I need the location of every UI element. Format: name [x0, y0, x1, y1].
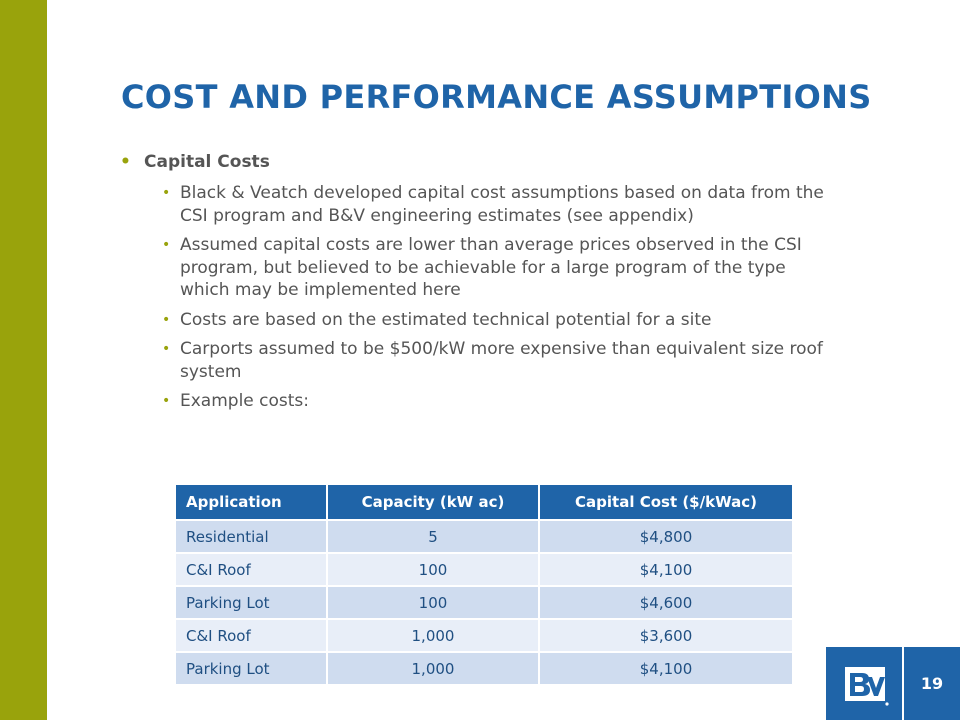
left-accent-bar: [0, 0, 47, 720]
sub-bullet: [144, 338, 838, 383]
bullet-marker-icon: •: [162, 393, 171, 409]
sub-bullet-text: Carports assumed to be $500/kW more expensive than equivalent size roof system: [180, 339, 823, 382]
cell-capacity: 5: [327, 520, 539, 553]
cell-application: Parking Lot: [175, 586, 327, 619]
bullet-marker-icon: •: [162, 311, 171, 328]
page-number: 19: [920, 674, 944, 693]
cell-capacity: 1,000: [327, 652, 539, 685]
column-header-capacity: Capacity (kW ac): [327, 484, 539, 520]
cell-capacity: 1,000: [327, 619, 539, 652]
table-row: [175, 586, 793, 619]
table-header-row: [175, 484, 793, 520]
company-logo: [826, 647, 902, 720]
bullet-heading: Capital Costs: [144, 152, 270, 172]
cell-application: C&I Roof: [175, 553, 327, 586]
cell-capital-cost: $4,100: [539, 553, 793, 586]
sub-bullet-text: Costs are based on the estimated technical potential for a site: [180, 309, 712, 330]
cell-capacity: 100: [327, 586, 539, 619]
bullet-marker-icon: •: [162, 341, 171, 357]
column-header-capital-cost: Capital Cost ($/kWac): [539, 484, 793, 520]
cell-capital-cost: $4,100: [539, 652, 793, 685]
cell-application: Parking Lot: [175, 652, 327, 685]
bullet-marker-icon: •: [120, 152, 131, 172]
table-row: [175, 619, 793, 652]
bullet-marker-icon: •: [162, 185, 171, 201]
table-row: [175, 553, 793, 586]
cell-capital-cost: $3,600: [539, 619, 793, 652]
sub-bullet-text: Example costs:: [180, 391, 310, 411]
cell-capital-cost: $4,600: [539, 586, 793, 619]
sub-bullet: [144, 309, 838, 332]
sub-bullet: [144, 234, 838, 302]
bullet-capital-costs: [118, 150, 838, 174]
cell-application: C&I Roof: [175, 619, 327, 652]
cell-capacity: 100: [327, 553, 539, 586]
table-row: [175, 652, 793, 685]
sub-bullet-text: Black & Veatch developed capital cost assumptions based on data from the CSI program and B&V engineering estimates (see appendix): [180, 183, 824, 226]
example-costs-table: [174, 483, 794, 686]
page-number-box: [904, 647, 960, 720]
sub-bullet-list: [144, 182, 838, 413]
table-row: [175, 520, 793, 553]
cell-capital-cost: $4,800: [539, 520, 793, 553]
slide-title: COST AND PERFORMANCE ASSUMPTIONS: [121, 78, 872, 116]
cell-application: Residential: [175, 520, 327, 553]
bullet-marker-icon: •: [162, 237, 171, 253]
sub-bullet: [144, 182, 838, 227]
column-header-application: Application: [175, 484, 327, 520]
sub-bullet-text: Assumed capital costs are lower than average prices observed in the CSI program, but believed to be achievable for a large program of the type which may be implemented here: [180, 235, 802, 300]
sub-bullet: [144, 390, 838, 413]
black-veatch-logo-icon: [826, 647, 902, 720]
slide-content: [118, 150, 838, 420]
